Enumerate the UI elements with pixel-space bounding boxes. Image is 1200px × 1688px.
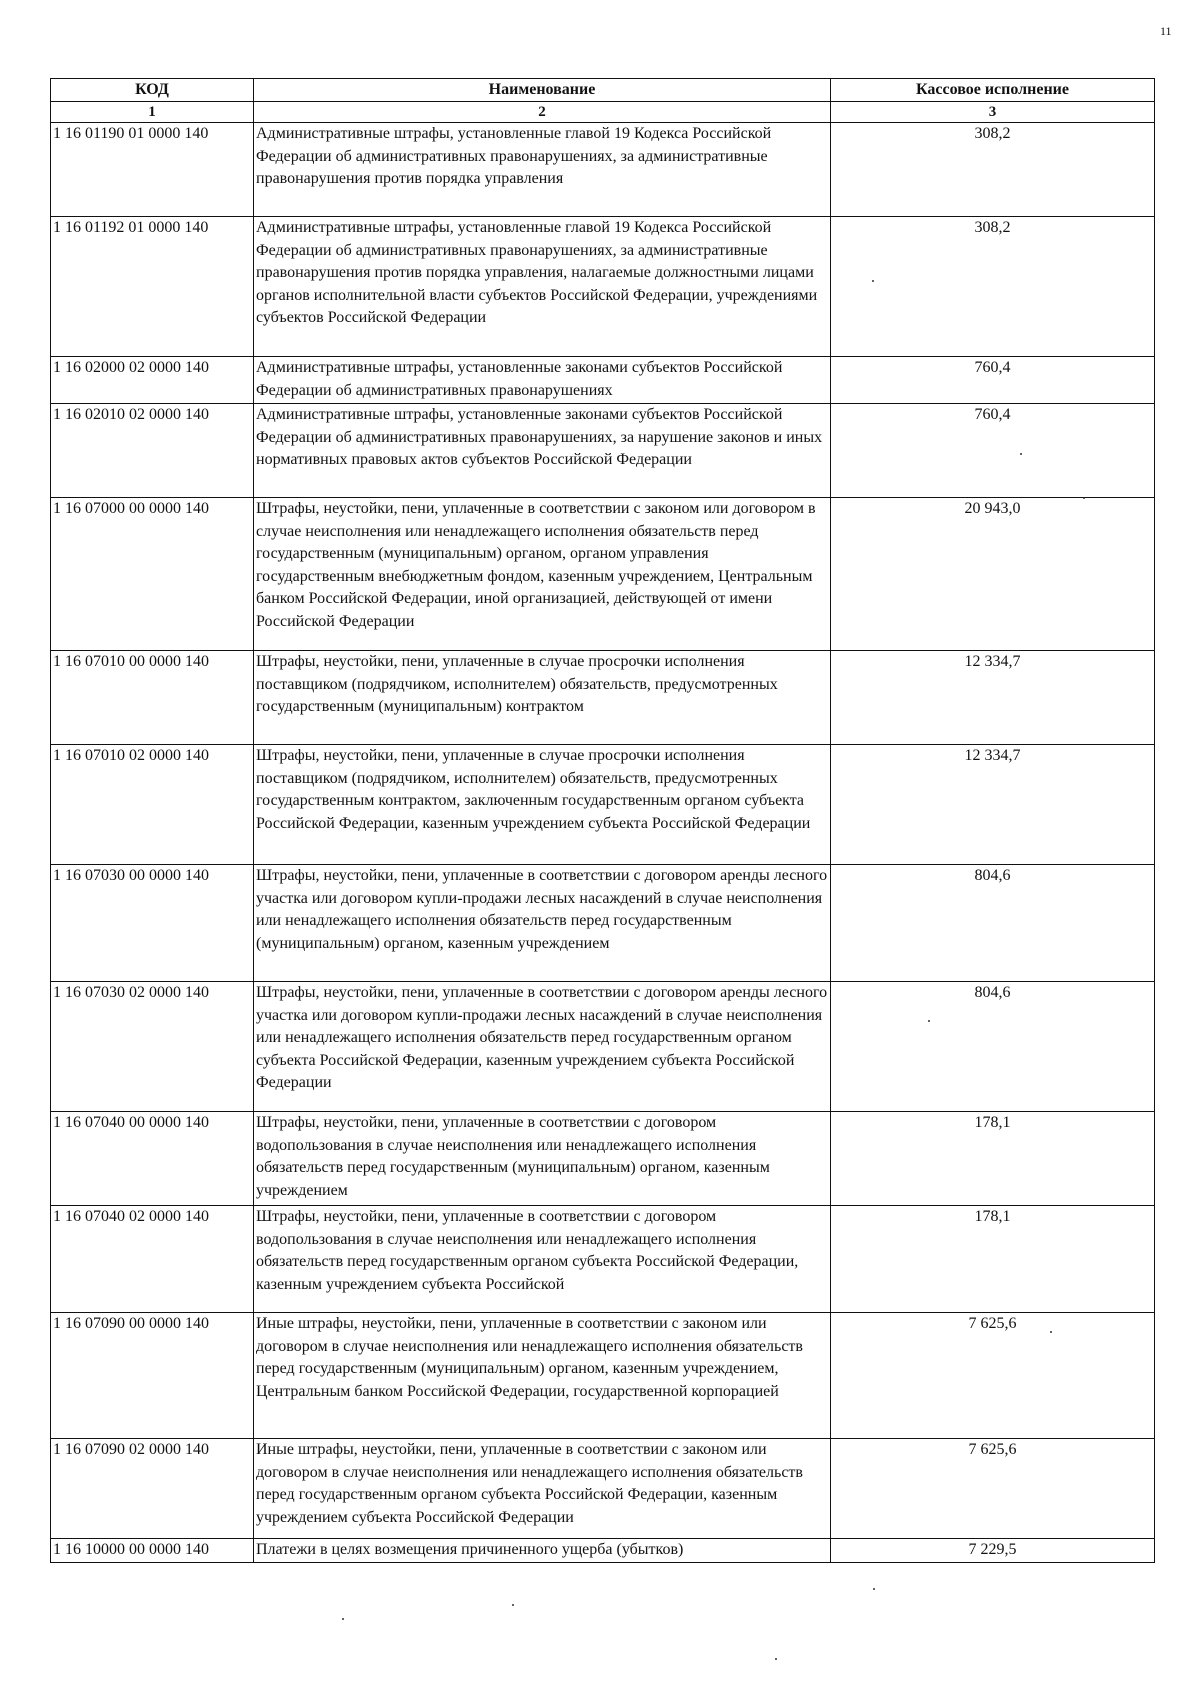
scan-speck: [1020, 453, 1022, 455]
table-row: [51, 404, 1155, 498]
row-name: Платежи в целях возмещения причиненного ущерба (убытков): [254, 1539, 831, 1563]
row-value: 804,6: [831, 982, 1155, 1112]
row-name: Иные штрафы, неустойки, пени, уплаченные в соответствии с законом или договором в случае неисполнения или ненадлежащего исполнения обязательств перед государственным органом субъекта Российской Федерации, казенным учреждением субъекта Российской Федерации: [254, 1439, 831, 1539]
row-value: 7 625,6: [831, 1439, 1155, 1539]
row-value: 20 943,0: [831, 498, 1155, 651]
table-row: [51, 1439, 1155, 1539]
row-name: Иные штрафы, неустойки, пени, уплаченные в соответствии с законом или договором в случае неисполнения или ненадлежащего исполнения обязательств перед государственным (муниципальным) органом, казенным учреждением, Центральным банком Российской Федерации, государственной корпорацией: [254, 1313, 831, 1439]
row-name: Административные штрафы, установленные законами субъектов Российской Федерации об административных правонарушениях: [254, 357, 831, 404]
column-number-1: 1: [51, 102, 254, 123]
row-value: 804,6: [831, 865, 1155, 982]
table-row: [51, 1206, 1155, 1313]
row-name: Административные штрафы, установленные главой 19 Кодекса Российской Федерации об административных правонарушениях, за административные правонарушения против порядка управления, налагаемые должностными лицами органов исполнительной власти субъектов Российской Федерации, учреждениями субъектов Российской Федерации: [254, 217, 831, 357]
table-row: [51, 1112, 1155, 1206]
table-row: [51, 1313, 1155, 1439]
scan-speck: [775, 1658, 777, 1660]
table-row: [51, 865, 1155, 982]
row-name: [254, 1206, 831, 1313]
scan-speck: [512, 1604, 514, 1606]
row-value: 178,1: [831, 1206, 1155, 1313]
row-code: 1 16 07040 02 0000 140: [51, 1206, 254, 1313]
table-row: [51, 217, 1155, 357]
row-code: 1 16 07030 02 0000 140: [51, 982, 254, 1112]
row-value: 12 334,7: [831, 745, 1155, 865]
row-name: Штрафы, неустойки, пени, уплаченные в случае просрочки исполнения поставщиком (подрядчиком, исполнителем) обязательств, предусмотренных государственным контрактом, заключенным государственным органом субъекта Российской Федерации, казенным учреждением субъекта Российской Федерации: [254, 745, 831, 865]
table-header-row: [51, 79, 1155, 102]
row-name: Штрафы, неустойки, пени, уплаченные в соответствии с законом или договором в случае неисполнения или ненадлежащего исполнения обязательств перед государственным (муниципальным) органом, органом управления государственным внебюджетным фондом, казенным учреждением, Центральным банком Российской Федерации, иной организацией, действующей от имени Российской Федерации: [254, 498, 831, 651]
row-code: 1 16 07010 02 0000 140: [51, 745, 254, 865]
table-row: [51, 982, 1155, 1112]
row-value: 308,2: [831, 123, 1155, 217]
row-code: 1 16 07090 00 0000 140: [51, 1313, 254, 1439]
scan-speck: [873, 1588, 875, 1590]
row-code: 1 16 01192 01 0000 140: [51, 217, 254, 357]
row-code: 1 16 02000 02 0000 140: [51, 357, 254, 404]
row-code: 1 16 07000 00 0000 140: [51, 498, 254, 651]
row-value: 178,1: [831, 1112, 1155, 1206]
row-value: 760,4: [831, 357, 1155, 404]
table-row: [51, 1539, 1155, 1563]
header-execution: Кассовое исполнение: [831, 79, 1155, 102]
column-number-3: 3: [831, 102, 1155, 123]
table-row: [51, 745, 1155, 865]
header-name: Наименование: [254, 79, 831, 102]
scan-speck: [1083, 497, 1085, 499]
table-row: [51, 357, 1155, 404]
scan-speck: [928, 1020, 930, 1022]
row-code: 1 16 07030 00 0000 140: [51, 865, 254, 982]
row-code: 1 16 07040 00 0000 140: [51, 1112, 254, 1206]
scan-speck: [872, 280, 874, 282]
row-value: 308,2: [831, 217, 1155, 357]
budget-execution-table: [50, 78, 1155, 1563]
row-name: Штрафы, неустойки, пени, уплаченные в соответствии с договором аренды лесного участка или договором купли-продажи лесных насаждений в случае неисполнения или ненадлежащего исполнения обязательств перед государственным органом субъекта Российской Федерации, казенным учреждением субъекта Российской Федерации: [254, 982, 831, 1112]
row-code: 1 16 07010 00 0000 140: [51, 651, 254, 745]
table-row: [51, 123, 1155, 217]
column-number-row: [51, 102, 1155, 123]
row-name: Административные штрафы, установленные законами субъектов Российской Федерации об административных правонарушениях, за нарушение законов и иных нормативных правовых актов субъектов Российской Федерации: [254, 404, 831, 498]
header-code: КОД: [51, 79, 254, 102]
row-name: Административные штрафы, установленные главой 19 Кодекса Российской Федерации об административных правонарушениях, за административные правонарушения против порядка управления: [254, 123, 831, 217]
row-value: 7 625,6: [831, 1313, 1155, 1439]
row-code: 1 16 01190 01 0000 140: [51, 123, 254, 217]
row-value: 7 229,5: [831, 1539, 1155, 1563]
table-row: [51, 498, 1155, 651]
row-code: 1 16 07090 02 0000 140: [51, 1439, 254, 1539]
row-name: Штрафы, неустойки, пени, уплаченные в соответствии с договором водопользования в случае неисполнения или ненадлежащего исполнения обязательств перед государственным (муниципальным) органом, казенным учреждением: [254, 1112, 831, 1206]
row-name: Штрафы, неустойки, пени, уплаченные в случае просрочки исполнения поставщиком (подрядчиком, исполнителем) обязательств, предусмотренных государственным (муниципальным) контрактом: [254, 651, 831, 745]
column-number-2: 2: [254, 102, 831, 123]
scan-speck: [1050, 1331, 1052, 1333]
table-row: [51, 651, 1155, 745]
row-code: 1 16 10000 00 0000 140: [51, 1539, 254, 1563]
page-number: 11: [1160, 24, 1172, 38]
row-value: 12 334,7: [831, 651, 1155, 745]
scan-speck: [342, 1618, 344, 1620]
row-name-text: Штрафы, неустойки, пени, уплаченные в соответствии с договором водопользования в случае неисполнения или ненадлежащего исполнения обязательств перед государственным органом субъекта Российской Федерации, казенным учреждением субъекта Российской: [256, 1208, 799, 1293]
row-name: Штрафы, неустойки, пени, уплаченные в соответствии с договором аренды лесного участка или договором купли-продажи лесных насаждений в случае неисполнения или ненадлежащего исполнения обязательств перед государственным (муниципальным) органом, казенным учреждением: [254, 865, 831, 982]
row-code: 1 16 02010 02 0000 140: [51, 404, 254, 498]
row-value: 760,4: [831, 404, 1155, 498]
